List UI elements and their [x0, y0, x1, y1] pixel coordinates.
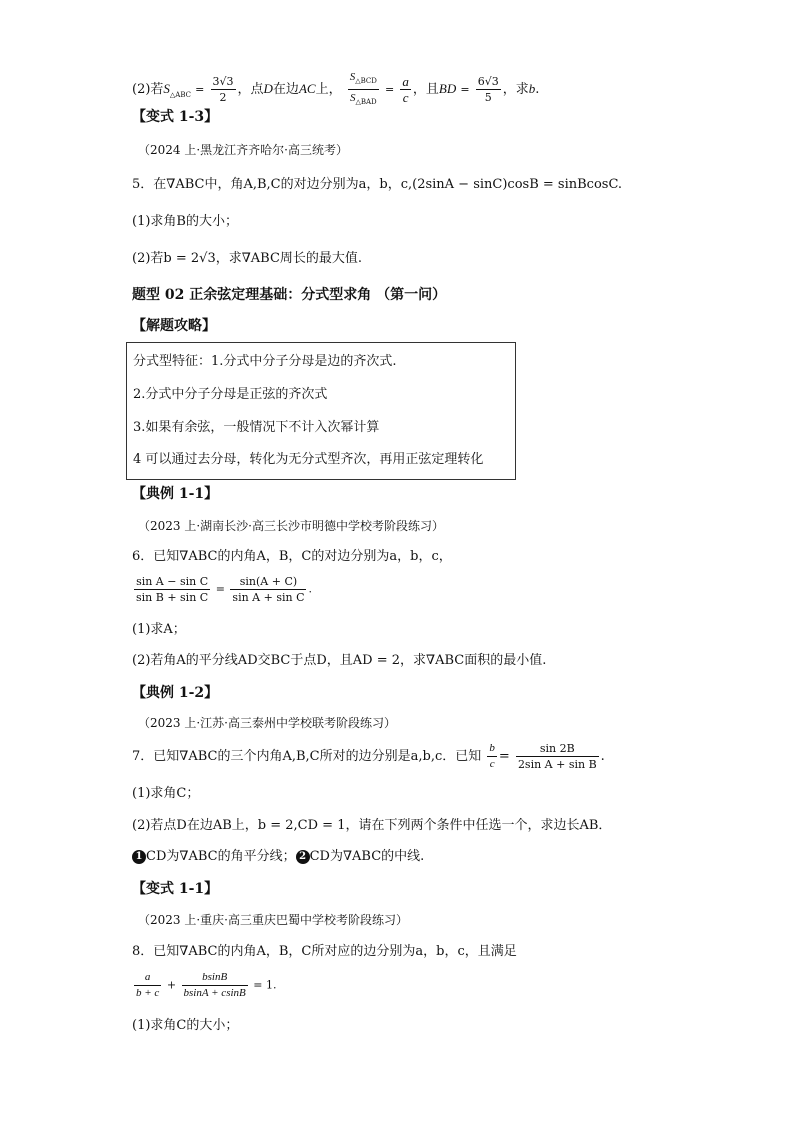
- strategy-line-3: 3.如果有余弦，一般情况下不计入次幂计算: [133, 420, 380, 435]
- fraction-area: [211, 74, 236, 105]
- fraction-denominator: 2sin A + sin B: [517, 758, 597, 771]
- equals: =: [498, 749, 510, 764]
- option-1-text: CD为∇ABC的角平分线；: [146, 849, 296, 864]
- example-11-source: （2023 上·湖南长沙·高三长沙市明德中学校考阶段练习）: [138, 519, 444, 533]
- fraction-left: [134, 970, 161, 1001]
- var-ac: AC: [298, 81, 316, 97]
- fraction-numerator: 6√3: [477, 75, 499, 89]
- fraction-sin: [516, 741, 599, 772]
- strategy-header: 【解题攻略】: [132, 318, 216, 334]
- question-7: [132, 741, 605, 772]
- section-title: 题型 02 正余弦定理基础：分式型求角 （第一问）: [132, 287, 447, 303]
- option-2-text: CD为∇ABC的中线.: [309, 849, 425, 864]
- option-1-marker: 1: [132, 850, 146, 864]
- text: 在边: [272, 82, 299, 98]
- equals: = 1.: [253, 978, 277, 992]
- variant-11-source: （2023 上·重庆·高三重庆巴蜀中学校考阶段练习）: [138, 913, 408, 927]
- strategy-line-1: 分式型特征：1.分式中分子分母是边的齐次式.: [133, 354, 397, 369]
- equals: =: [215, 582, 225, 596]
- fraction-denominator: 5: [484, 91, 492, 105]
- fraction-right: [182, 970, 248, 1001]
- example-12-header: 【典例 1-2】: [132, 685, 219, 701]
- question-8-part1: (1)求角C的大小；: [132, 1018, 239, 1033]
- fraction-left: [134, 574, 210, 605]
- text: ，求: [502, 82, 529, 98]
- var-bd: BD: [438, 81, 457, 97]
- q4-part2-prefix: (2)若: [132, 82, 164, 98]
- fraction-right: [230, 574, 306, 605]
- fraction-numerator: b: [487, 741, 497, 757]
- question-5: 5．在∇ABC中，角A,B,C的对边分别为a，b，c,(2sinA − sinC)cosB = sinBcosC.: [132, 177, 623, 192]
- example-12-source: （2023 上·江苏·高三泰州中学校联考阶段练习）: [138, 716, 396, 730]
- question-6: 6．已知∇ABC的内角A，B，C的对边分别为a，b，c，: [132, 549, 452, 564]
- text: ，点: [237, 82, 264, 98]
- fraction-denominator: c: [402, 90, 409, 106]
- plus: +: [166, 978, 177, 992]
- fraction-denominator: S: [349, 92, 356, 105]
- question-7-part2: (2)若点D在边AB上，b = 2,CD = 1，请在下列两个条件中任选一个，求边长AB．: [132, 818, 612, 833]
- text: 上，: [315, 82, 342, 98]
- area-subscript: △ABC: [169, 90, 191, 99]
- fraction-numerator: a: [134, 970, 161, 986]
- text: .: [308, 582, 312, 596]
- fraction-area-ratio: [348, 69, 379, 110]
- question-7-part1: (1)求角C；: [132, 786, 200, 801]
- question-5-part1: (1)求角B的大小；: [132, 214, 238, 229]
- var-b: b: [528, 81, 536, 97]
- question-7-options: [132, 848, 424, 866]
- question-5-part2: (2)若b = 2√3，求∇ABC周长的最大值.: [132, 251, 363, 266]
- fraction-denominator: sin A + sin C: [232, 591, 305, 604]
- question-6-part1: (1)求A；: [132, 622, 186, 637]
- option-2-marker: 2: [296, 850, 310, 864]
- fraction-numerator: 3√3: [212, 75, 234, 89]
- strategy-line-4: 4 可以通过去分母，转化为无分式型齐次，再用正弦定理转化: [133, 452, 484, 467]
- fraction-numerator: bsinB: [182, 970, 248, 986]
- strategy-line-2: 2.分式中分子分母是正弦的齐次式: [133, 387, 328, 402]
- fraction-numerator: a: [402, 74, 409, 90]
- q4-part2-line: [132, 69, 539, 110]
- fraction-numerator: sin(A + C): [230, 574, 306, 590]
- fraction-denominator: 2: [219, 91, 227, 105]
- fraction-denominator: c: [489, 758, 495, 770]
- question-8-equation: [132, 970, 276, 1001]
- variant-13-header: 【变式 1-3】: [132, 109, 219, 125]
- subscript: △BCD: [355, 77, 377, 86]
- fraction-bd: [476, 74, 501, 105]
- question-8: 8．已知∇ABC的内角A，B，C所对应的边分别为a，b，c，且满足: [132, 944, 517, 959]
- text: ，且: [412, 82, 439, 98]
- fraction-numerator: sin A − sin C: [134, 574, 210, 590]
- equals: =: [385, 83, 395, 97]
- equals: =: [195, 83, 205, 97]
- fraction-numerator: sin 2B: [516, 741, 599, 757]
- fraction-b-c: [487, 741, 497, 772]
- variant-11-header: 【变式 1-1】: [132, 881, 219, 897]
- fraction-denominator: b + c: [136, 987, 160, 999]
- var-d: D: [263, 81, 273, 97]
- question-7-text: 7．已知∇ABC的三个内角A,B,C所对的边分别是a,b,c．已知: [132, 749, 482, 764]
- question-6-equation: [132, 574, 312, 605]
- fraction-denominator: bsinA + csinB: [183, 987, 246, 999]
- subscript: △BAD: [355, 98, 377, 107]
- strategy-box: [126, 342, 516, 480]
- text: .: [600, 749, 605, 764]
- example-11-header: 【典例 1-1】: [132, 486, 219, 502]
- text: .: [535, 82, 540, 98]
- fraction-a-c: [400, 74, 411, 105]
- fraction-denominator: sin B + sin C: [136, 591, 209, 604]
- question-6-part2: (2)若角A的平分线AD交BC于点D，且AD = 2，求∇ABC面积的最小值.: [132, 653, 547, 668]
- fraction-numerator: S: [349, 71, 356, 83]
- variant-13-source: （2024 上·黑龙江齐齐哈尔·高三统考）: [138, 143, 348, 157]
- area-symbol: S: [163, 81, 170, 97]
- equals: =: [460, 83, 470, 97]
